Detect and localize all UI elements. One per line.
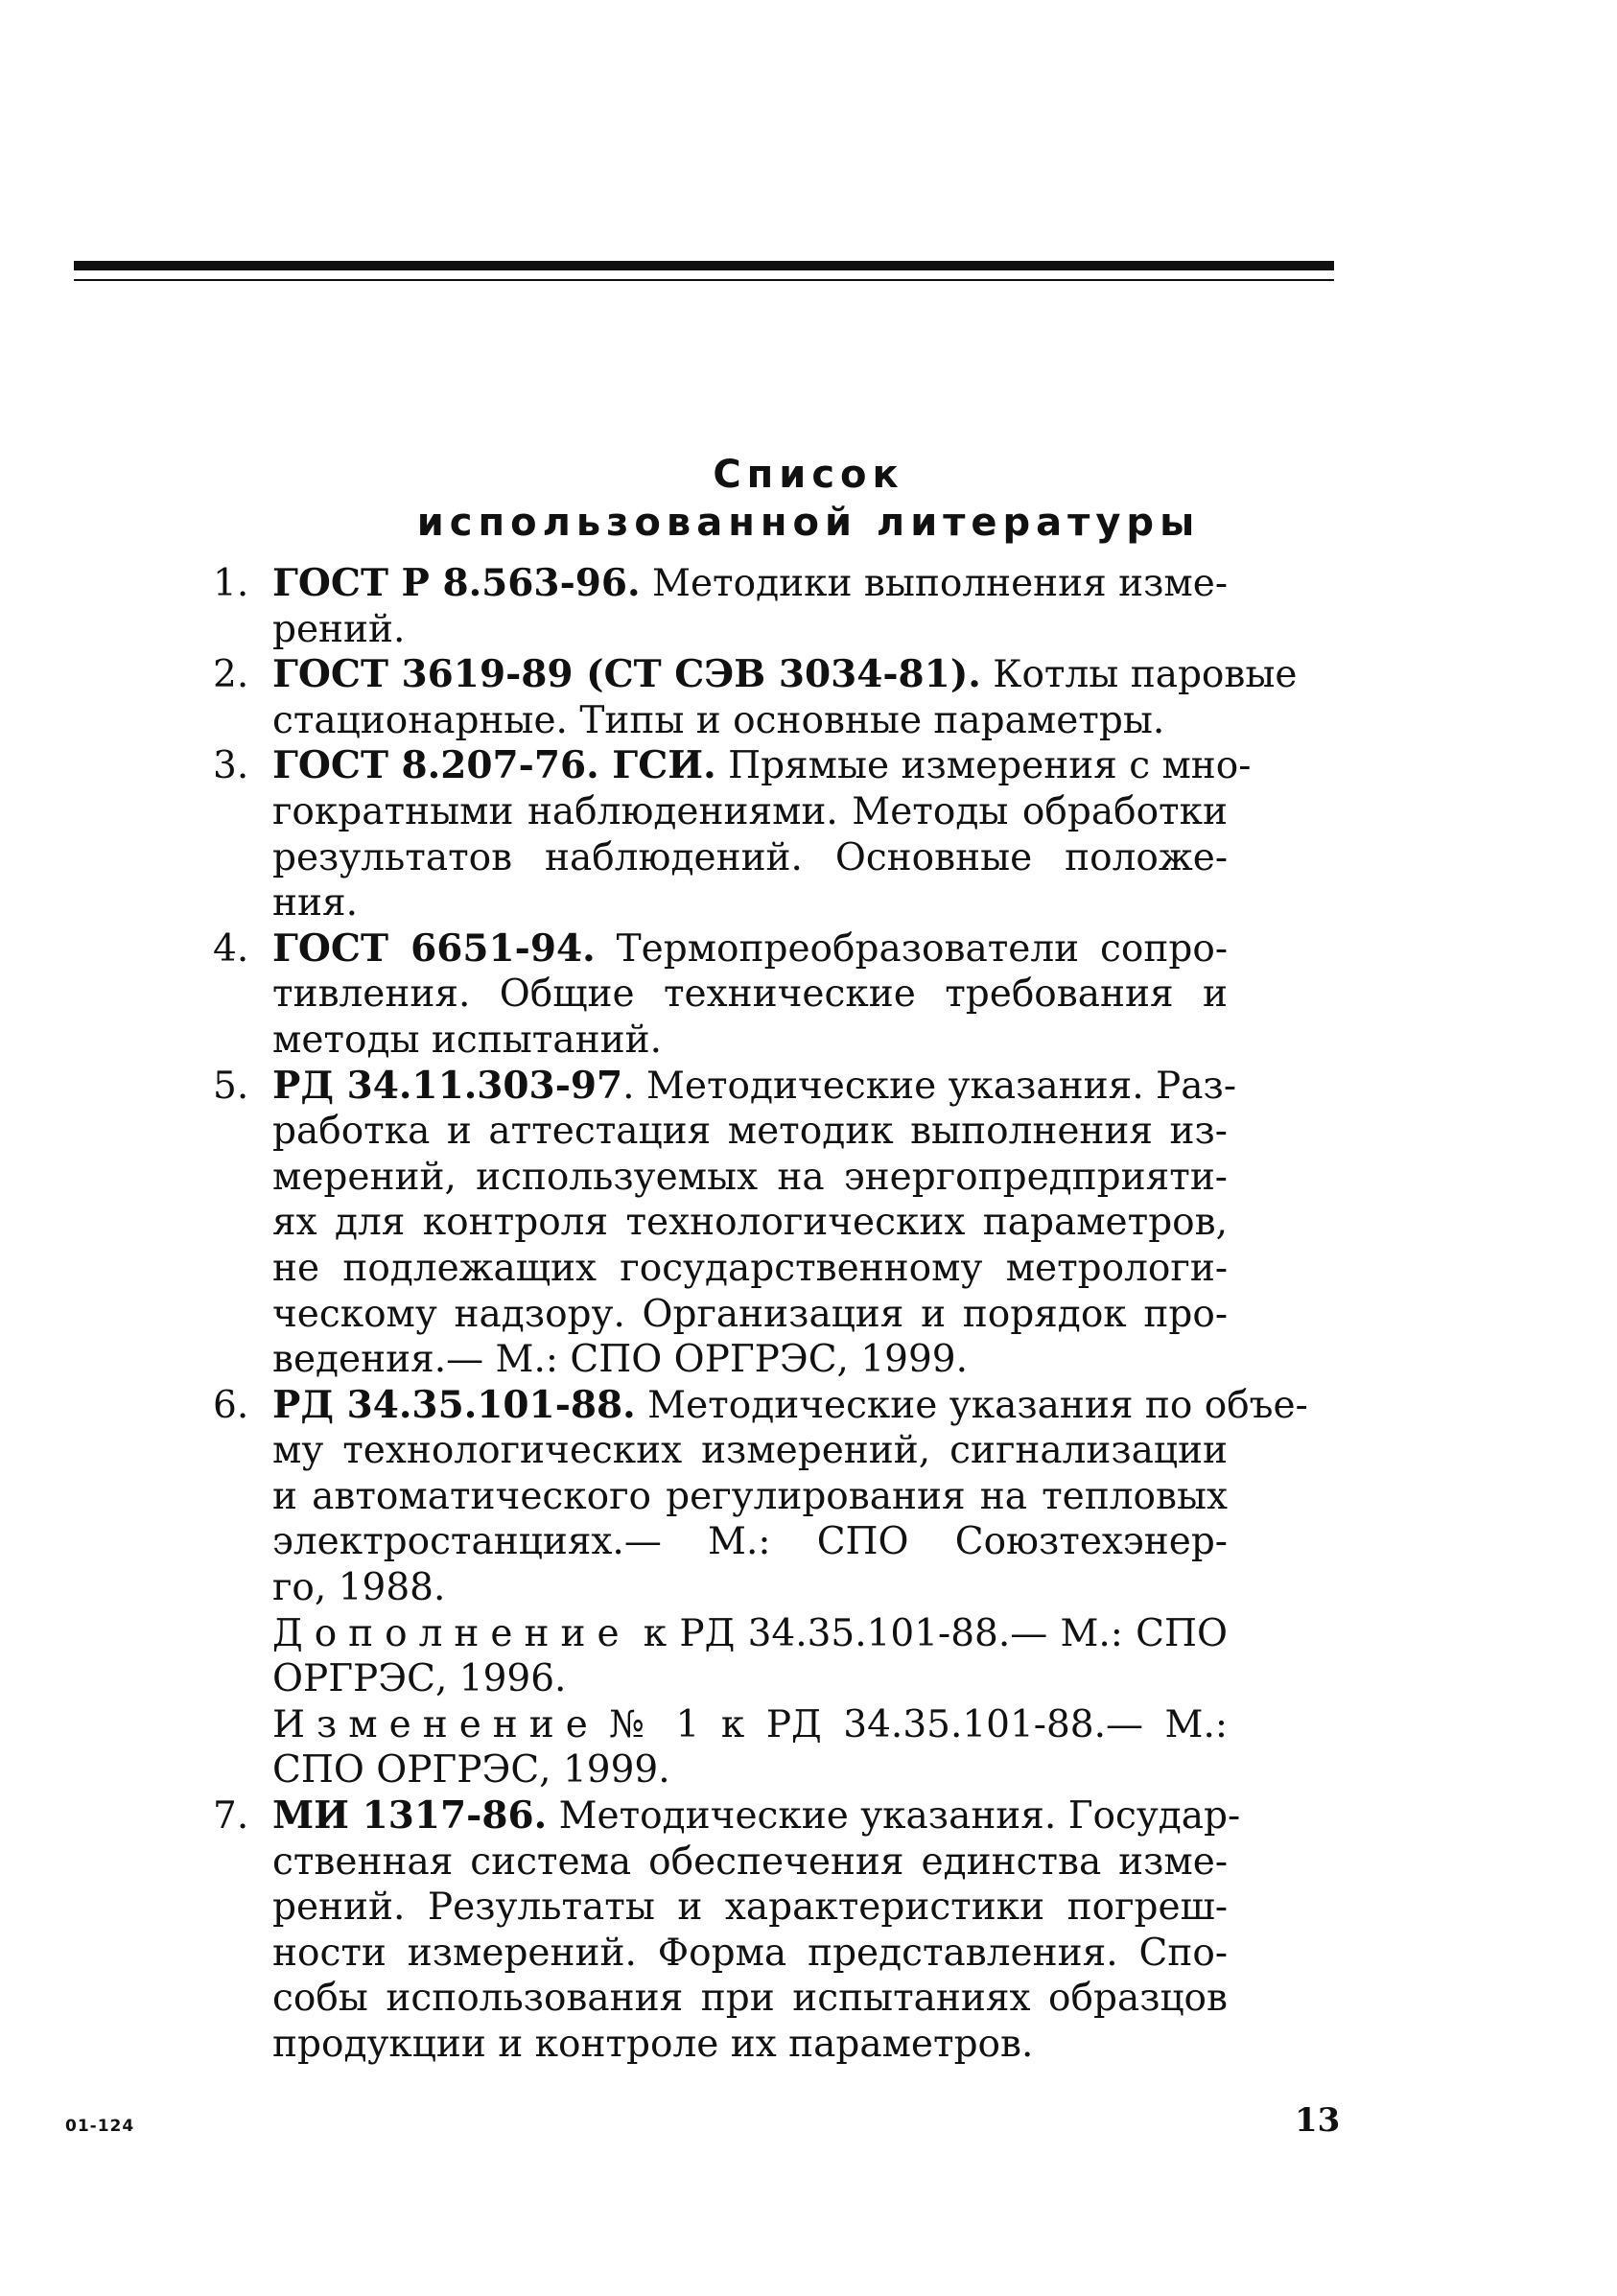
- reference-item-7: [0, 1793, 1241, 2068]
- reference-text: методы испытаний.: [272, 1018, 662, 1062]
- reference-text: му технологических измерений, сигнализации: [272, 1429, 1228, 1473]
- reference-text: ческому надзору. Организация и порядок про-: [272, 1292, 1228, 1336]
- reference-text: № 1 к РД 34.35.101-88.— М.:: [598, 1702, 1228, 1746]
- reference-text: продукции и контроле их параметров.: [272, 2023, 1034, 2066]
- reference-text: мерений, используемых на энергопредприяти-: [272, 1155, 1228, 1199]
- page-number: 13: [1295, 2101, 1341, 2140]
- reference-item-3: [0, 743, 1252, 925]
- reference-text: ОРГРЭС, 1996.: [272, 1657, 567, 1701]
- header-thick-rule: [74, 261, 1334, 270]
- reference-text: стационарные. Типы и основные параметры.: [272, 698, 1165, 742]
- reference-number: 5.: [213, 1064, 249, 1108]
- reference-item-1: [0, 561, 1228, 652]
- reference-text: Прямые измерения с мно-: [728, 744, 1252, 788]
- reference-item-6: [0, 1382, 1308, 1611]
- reference-text: результатов наблюдений. Основные положе-: [272, 835, 1228, 879]
- reference-text: . Методические указания. Раз-: [622, 1064, 1236, 1108]
- reference-text: гократными наблюдениями. Методы обработки: [272, 789, 1228, 833]
- page-title-line2: использованной литературы: [416, 501, 1201, 545]
- reference-supplement-1: [0, 1611, 1228, 1702]
- reference-number: 3.: [213, 744, 249, 788]
- reference-text: СПО ОРГРЭС, 1999.: [272, 1748, 670, 1792]
- reference-supplement-2: [0, 1702, 1228, 1793]
- reference-text: Методические указания по объе-: [647, 1383, 1308, 1427]
- reference-text: работка и аттестация методик выполнения из-: [272, 1110, 1228, 1154]
- reference-number: 6.: [213, 1383, 249, 1427]
- page-title-line1: Список: [713, 453, 904, 497]
- supplement-label: Изменение: [272, 1702, 599, 1746]
- reference-item-4: [0, 926, 1228, 1064]
- reference-text: собы использования при испытаниях образцов: [272, 1977, 1228, 2021]
- reference-number: 4.: [213, 926, 249, 971]
- reference-text: к РД 34.35.101-88.— М.: СПО: [630, 1611, 1228, 1655]
- reference-number: 7.: [213, 1794, 249, 1839]
- reference-text: электростанциях.— М.: СПО Союзтехэнер-: [272, 1520, 1228, 1564]
- reference-text: тивления. Общие технические требования и: [272, 972, 1228, 1017]
- reference-number: 1.: [213, 562, 249, 605]
- reference-text: Термопреобразователи сопро-: [616, 926, 1229, 971]
- reference-text: ственная система обеспечения единства изме-: [272, 1839, 1228, 1884]
- reference-code: ГОСТ Р 8.563-96.: [272, 561, 641, 605]
- reference-text: го, 1988.: [272, 1566, 446, 1610]
- reference-text: ния.: [272, 881, 358, 925]
- reference-code: МИ 1317-86.: [272, 1793, 548, 1839]
- reference-code: ГОСТ 8.207-76. ГСИ.: [272, 743, 716, 788]
- reference-text: ности измерений. Форма представления. Спо-: [272, 1931, 1228, 1975]
- reference-code: ГОСТ 6651-94.: [272, 925, 596, 971]
- reference-text: ведения.— М.: СПО ОРГРЭС, 1999.: [272, 1338, 969, 1382]
- reference-number: 2.: [213, 653, 249, 697]
- reference-text: не подлежащих государственному метрологи-: [272, 1246, 1228, 1290]
- reference-text: Методические указания. Государ-: [558, 1794, 1241, 1839]
- header-thin-rule: [74, 279, 1334, 281]
- reference-item-2: [0, 652, 1298, 743]
- reference-text: Котлы паровые: [993, 653, 1298, 697]
- reference-code: РД 34.35.101-88.: [272, 1382, 636, 1427]
- reference-text: Методики выполнения изме-: [652, 562, 1229, 605]
- reference-text: и автоматического регулирования на тепловых: [272, 1474, 1228, 1518]
- reference-item-5: [0, 1063, 1236, 1383]
- reference-code: РД 34.11.303-97: [272, 1063, 623, 1108]
- reference-list: [0, 561, 1617, 2068]
- reference-text: рений.: [272, 607, 406, 651]
- supplement-label: Дополнение: [272, 1611, 631, 1655]
- reference-code: ГОСТ 3619-89 (СТ СЭВ 3034-81).: [272, 652, 981, 697]
- print-code: 01-124: [65, 2117, 135, 2136]
- reference-text: рений. Результаты и характеристики погреш-: [272, 1886, 1228, 1930]
- reference-text: ях для контроля технологических параметров,: [272, 1201, 1228, 1245]
